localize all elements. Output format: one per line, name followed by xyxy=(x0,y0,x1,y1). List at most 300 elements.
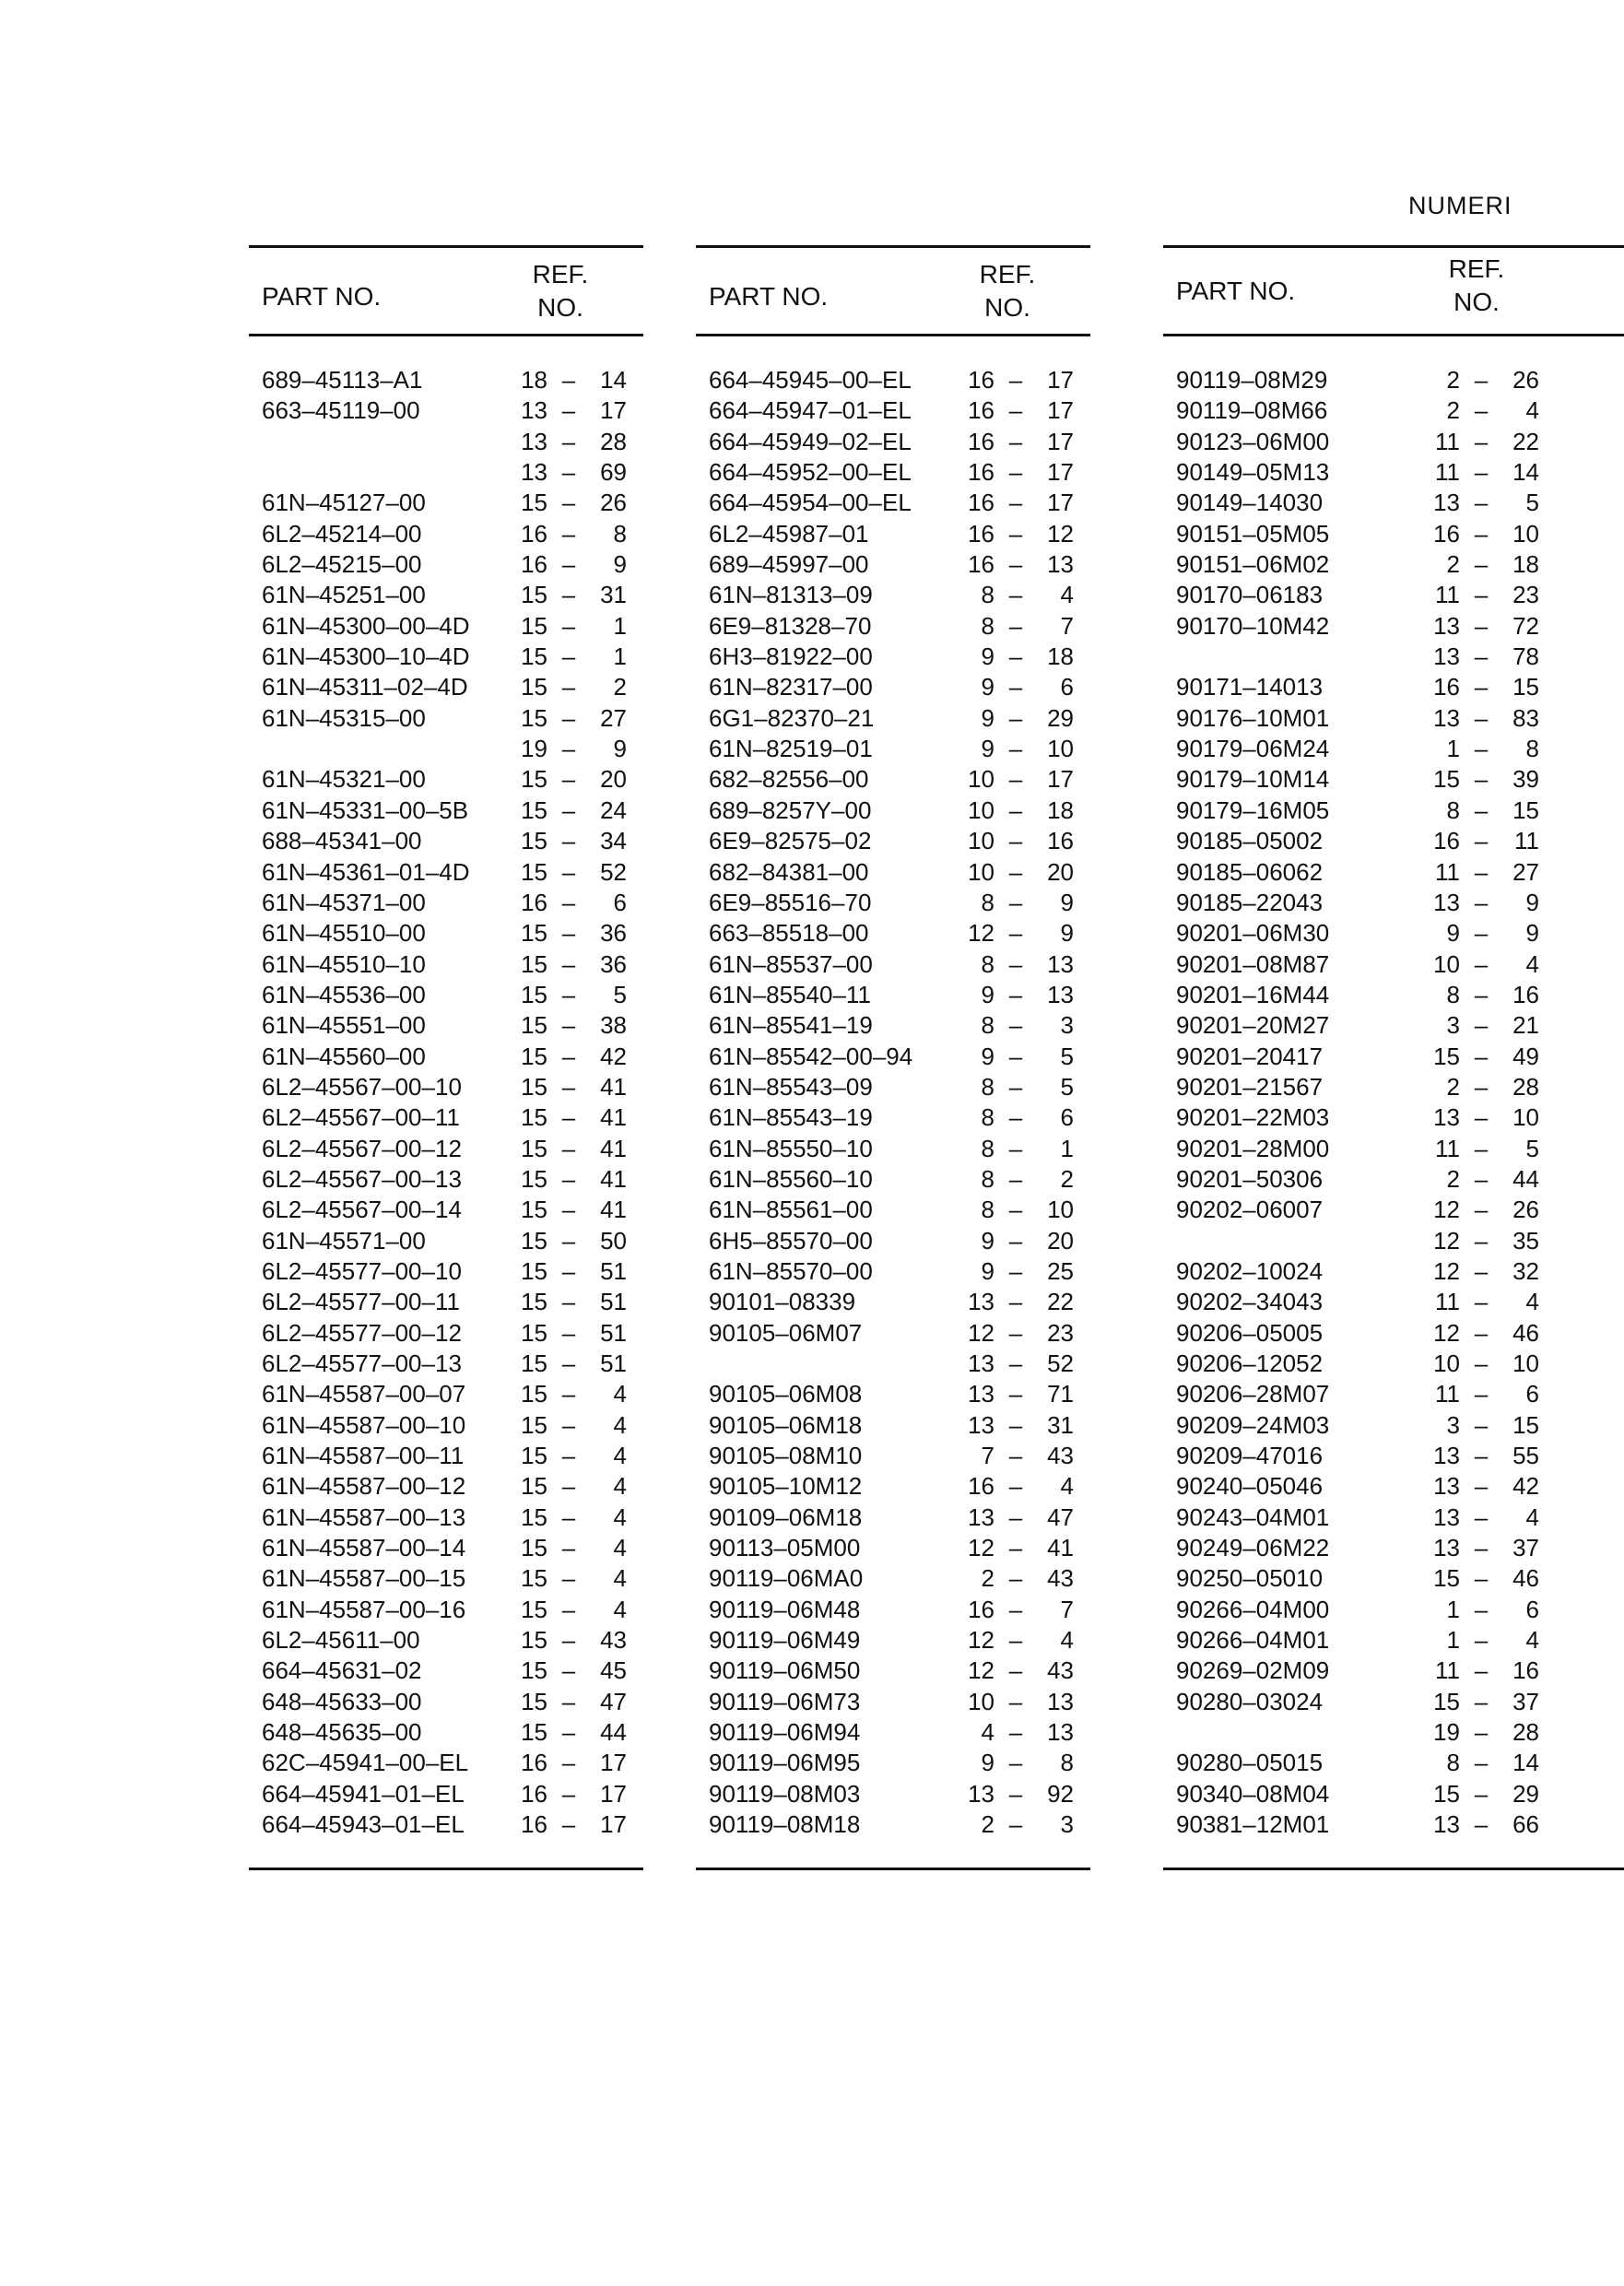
ref-index: 16 xyxy=(1512,1656,1539,1685)
ref-index: 31 xyxy=(1047,1410,1074,1439)
ref-number xyxy=(511,826,630,856)
ref-figure: 15 xyxy=(521,673,547,701)
ref-figure: 9 xyxy=(1446,919,1460,948)
ref-number xyxy=(511,1471,630,1502)
ref-header-line-2: NO. xyxy=(537,293,583,322)
ref-figure: 8 xyxy=(981,1011,994,1040)
ref-index: 4 xyxy=(613,1442,627,1470)
ref-number xyxy=(511,365,630,395)
ref-index: 4 xyxy=(613,1410,627,1439)
ref-number xyxy=(511,1042,630,1072)
ref-number xyxy=(511,427,630,457)
ref-figure: 13 xyxy=(521,458,547,487)
ref-index: 13 xyxy=(1047,949,1074,978)
ref-index: 78 xyxy=(1512,642,1539,671)
ref-number xyxy=(1423,1102,1543,1133)
ref-figure: 15 xyxy=(521,642,547,671)
ref-index: 17 xyxy=(600,396,627,425)
part-number: 61N–45587–00–11 xyxy=(262,1442,465,1470)
table-row xyxy=(1176,457,1624,488)
ref-index: 4 xyxy=(1525,1502,1539,1531)
ref-dash: – xyxy=(1008,888,1023,916)
ref-index: 5 xyxy=(1525,1134,1539,1162)
ref-figure: 15 xyxy=(1433,1687,1460,1715)
ref-figure: 15 xyxy=(521,1656,547,1685)
parts-column-2 xyxy=(696,245,1090,1870)
header-rule xyxy=(696,334,1090,336)
ref-dash: – xyxy=(1008,1226,1023,1255)
ref-index: 1 xyxy=(1060,1134,1074,1162)
table-row xyxy=(1176,395,1624,426)
ref-figure: 15 xyxy=(521,795,547,824)
ref-number xyxy=(958,1533,1077,1563)
part-number: 61N–45587–00–07 xyxy=(262,1380,466,1408)
ref-number xyxy=(958,1656,1077,1686)
part-number: 90209–24M03 xyxy=(1176,1410,1330,1439)
ref-figure: 15 xyxy=(521,980,547,1008)
part-number: 689–8257Y–00 xyxy=(709,795,872,824)
ref-figure: 1 xyxy=(1446,735,1460,763)
ref-number xyxy=(1423,1195,1543,1225)
ref-index: 22 xyxy=(1512,427,1539,455)
ref-number xyxy=(511,1226,630,1256)
ref-index: 10 xyxy=(1047,1196,1074,1224)
ref-dash: – xyxy=(1474,1564,1489,1593)
ref-index: 36 xyxy=(600,949,627,978)
ref-dash: – xyxy=(1008,427,1023,455)
ref-dash: – xyxy=(1474,1502,1489,1531)
ref-number xyxy=(511,1441,630,1471)
part-number: 6H3–81922–00 xyxy=(709,642,873,671)
ref-dash: – xyxy=(1008,1687,1023,1715)
table-row xyxy=(1176,888,1624,918)
ref-figure: 15 xyxy=(1433,765,1460,794)
table-row xyxy=(1176,427,1624,457)
part-number: 90381–12M01 xyxy=(1176,1810,1330,1839)
table-row xyxy=(262,365,643,395)
part-number: 689–45113–A1 xyxy=(262,366,423,394)
ref-dash: – xyxy=(1008,1472,1023,1501)
ref-number xyxy=(958,1748,1077,1778)
ref-index: 4 xyxy=(613,1595,627,1623)
ref-dash: – xyxy=(1008,857,1023,886)
ref-dash: – xyxy=(1474,1380,1489,1408)
table-row xyxy=(262,1042,643,1072)
table-row xyxy=(262,1748,643,1778)
table-row xyxy=(1176,1256,1624,1287)
ref-dash: – xyxy=(561,919,576,948)
table-row xyxy=(262,1563,643,1594)
ref-figure: 15 xyxy=(521,1564,547,1593)
ref-dash: – xyxy=(561,396,576,425)
table-row xyxy=(709,1164,1090,1195)
part-number: 90101–08339 xyxy=(709,1288,856,1316)
part-number: 90119–06M48 xyxy=(709,1595,861,1623)
part-number: 61N–45587–00–16 xyxy=(262,1595,466,1623)
ref-index: 41 xyxy=(600,1164,627,1193)
ref-number xyxy=(511,1625,630,1656)
part-number: 90201–20417 xyxy=(1176,1042,1324,1070)
ref-figure: 12 xyxy=(968,919,994,948)
ref-figure: 2 xyxy=(981,1810,994,1839)
ref-number xyxy=(1423,1563,1543,1594)
table-row xyxy=(1176,949,1624,980)
ref-figure: 9 xyxy=(981,703,994,732)
ref-dash: – xyxy=(561,1534,576,1562)
ref-dash: – xyxy=(561,611,576,640)
ref-figure: 15 xyxy=(521,489,547,517)
ref-figure: 2 xyxy=(981,1564,994,1593)
ref-no-header xyxy=(1430,253,1523,319)
ref-header-line-2: NO. xyxy=(1453,288,1500,316)
table-row xyxy=(709,1502,1090,1533)
ref-number xyxy=(958,857,1077,888)
ref-index: 15 xyxy=(1512,795,1539,824)
ref-index: 42 xyxy=(1512,1472,1539,1501)
ref-number xyxy=(511,1809,630,1840)
ref-dash: – xyxy=(1008,735,1023,763)
ref-index: 1 xyxy=(613,611,627,640)
table-row xyxy=(1176,1010,1624,1041)
ref-number xyxy=(958,395,1077,426)
table-row xyxy=(262,980,643,1010)
ref-number xyxy=(511,1164,630,1195)
ref-dash: – xyxy=(1008,1164,1023,1193)
part-number: 6L2–45567–00–14 xyxy=(262,1196,462,1224)
ref-index: 5 xyxy=(1060,1042,1074,1070)
ref-index: 9 xyxy=(1060,919,1074,948)
ref-number xyxy=(1423,1441,1543,1471)
ref-dash: – xyxy=(1474,1011,1489,1040)
part-number: 90240–05046 xyxy=(1176,1472,1324,1501)
part-number: 6L2–45577–00–12 xyxy=(262,1318,462,1347)
table-row xyxy=(1176,1687,1624,1717)
ref-figure: 9 xyxy=(981,1256,994,1285)
ref-dash: – xyxy=(561,1749,576,1777)
part-number: 61N–45587–00–14 xyxy=(262,1534,466,1562)
part-number: 664–45947–01–EL xyxy=(709,396,912,425)
table-row xyxy=(709,1318,1090,1349)
ref-figure: 15 xyxy=(1433,1564,1460,1593)
ref-figure: 15 xyxy=(521,1318,547,1347)
ref-index: 21 xyxy=(1512,1011,1539,1040)
table-row xyxy=(262,1656,643,1686)
table-row xyxy=(709,1256,1090,1287)
ref-dash: – xyxy=(1008,1564,1023,1593)
ref-figure: 8 xyxy=(981,1103,994,1132)
ref-number xyxy=(958,1072,1077,1102)
ref-dash: – xyxy=(561,1042,576,1070)
table-row xyxy=(709,1625,1090,1656)
part-number: 61N–45510–10 xyxy=(262,949,426,978)
ref-dash: – xyxy=(1474,765,1489,794)
part-number: 90123–06M00 xyxy=(1176,427,1330,455)
table-row xyxy=(709,734,1090,764)
page-heading: NUMERI xyxy=(1408,192,1512,219)
table-row xyxy=(262,457,643,488)
ref-index: 17 xyxy=(600,1779,627,1808)
ref-dash: – xyxy=(1008,1318,1023,1347)
table-row xyxy=(1176,642,1624,672)
ref-dash: – xyxy=(1474,1410,1489,1439)
ref-figure: 9 xyxy=(981,1226,994,1255)
part-number: 90266–04M01 xyxy=(1176,1626,1330,1655)
table-row xyxy=(1176,1502,1624,1533)
part-number: 61N–45560–00 xyxy=(262,1042,426,1070)
ref-dash: – xyxy=(1474,366,1489,394)
ref-index: 83 xyxy=(1512,703,1539,732)
ref-no-header xyxy=(961,258,1053,324)
ref-index: 16 xyxy=(1047,827,1074,855)
ref-index: 17 xyxy=(1047,427,1074,455)
ref-number xyxy=(511,1134,630,1164)
table-row xyxy=(262,1010,643,1041)
parts-list xyxy=(262,365,643,1841)
table-row xyxy=(262,672,643,702)
part-number: 90151–05M05 xyxy=(1176,519,1330,548)
ref-index: 9 xyxy=(1060,888,1074,916)
ref-number xyxy=(511,703,630,734)
ref-figure: 10 xyxy=(1433,949,1460,978)
table-row xyxy=(1176,1164,1624,1195)
table-row xyxy=(262,857,643,888)
part-number: 6L2–45987–01 xyxy=(709,519,869,548)
ref-index: 14 xyxy=(600,366,627,394)
ref-dash: – xyxy=(1474,1534,1489,1562)
ref-index: 34 xyxy=(600,827,627,855)
table-row xyxy=(1176,549,1624,580)
ref-dash: – xyxy=(1008,673,1023,701)
table-row xyxy=(1176,1195,1624,1225)
ref-number xyxy=(511,1748,630,1778)
part-number: 61N–45331–00–5B xyxy=(262,795,469,824)
ref-figure: 12 xyxy=(968,1534,994,1562)
ref-index: 92 xyxy=(1047,1779,1074,1808)
ref-figure: 15 xyxy=(521,611,547,640)
ref-figure: 15 xyxy=(521,1011,547,1040)
ref-figure: 9 xyxy=(981,980,994,1008)
table-row xyxy=(709,795,1090,826)
ref-dash: – xyxy=(561,1442,576,1470)
ref-number xyxy=(958,1779,1077,1809)
ref-number xyxy=(1423,795,1543,826)
ref-number xyxy=(958,703,1077,734)
ref-number xyxy=(511,1102,630,1133)
table-row xyxy=(709,1134,1090,1164)
ref-number xyxy=(1423,1379,1543,1409)
ref-figure: 2 xyxy=(1446,550,1460,579)
table-row xyxy=(262,1226,643,1256)
ref-index: 1 xyxy=(613,642,627,671)
ref-dash: – xyxy=(561,673,576,701)
part-number: 663–45119–00 xyxy=(262,396,420,425)
ref-dash: – xyxy=(1474,703,1489,732)
part-no-header: PART NO. xyxy=(1176,277,1296,305)
ref-dash: – xyxy=(1008,1042,1023,1070)
ref-number xyxy=(958,764,1077,795)
ref-index: 28 xyxy=(1512,1718,1539,1747)
ref-index: 6 xyxy=(613,888,627,916)
ref-figure: 15 xyxy=(521,1502,547,1531)
table-row xyxy=(1176,826,1624,856)
part-number: 6L2–45567–00–12 xyxy=(262,1134,462,1162)
part-number: 61N–85537–00 xyxy=(709,949,873,978)
table-row xyxy=(709,1072,1090,1102)
ref-dash: – xyxy=(1008,1288,1023,1316)
part-number: 90109–06M18 xyxy=(709,1502,863,1531)
table-row xyxy=(709,888,1090,918)
ref-number xyxy=(511,1010,630,1041)
part-number: 664–45943–01–EL xyxy=(262,1810,465,1839)
ref-index: 41 xyxy=(1047,1534,1074,1562)
ref-dash: – xyxy=(561,765,576,794)
ref-figure: 13 xyxy=(968,1410,994,1439)
ref-number xyxy=(1423,1410,1543,1441)
ref-number xyxy=(511,795,630,826)
ref-dash: – xyxy=(1008,519,1023,548)
ref-index: 46 xyxy=(1512,1564,1539,1593)
table-row xyxy=(709,611,1090,642)
table-row xyxy=(1176,795,1624,826)
ref-number xyxy=(1423,1471,1543,1502)
ref-dash: – xyxy=(561,427,576,455)
ref-dash: – xyxy=(1008,1349,1023,1377)
ref-index: 51 xyxy=(600,1349,627,1377)
part-number: 90179–10M14 xyxy=(1176,765,1330,794)
table-row xyxy=(1176,1379,1624,1409)
table-row xyxy=(1176,1779,1624,1809)
parts-column-1 xyxy=(249,245,643,1870)
ref-figure: 13 xyxy=(968,1779,994,1808)
ref-index: 7 xyxy=(1060,1595,1074,1623)
part-number: 61N–81313–09 xyxy=(709,581,873,609)
table-row xyxy=(1176,1656,1624,1686)
ref-figure: 13 xyxy=(1433,1502,1460,1531)
ref-dash: – xyxy=(1008,1718,1023,1747)
ref-dash: – xyxy=(561,703,576,732)
ref-index: 11 xyxy=(1514,827,1539,855)
ref-figure: 16 xyxy=(968,1472,994,1501)
ref-number xyxy=(511,1779,630,1809)
ref-figure: 1 xyxy=(1446,1595,1460,1623)
part-number: 90113–05M00 xyxy=(709,1534,861,1562)
ref-dash: – xyxy=(1008,366,1023,394)
ref-figure: 16 xyxy=(968,519,994,548)
part-number: 6L2–45577–00–11 xyxy=(262,1288,460,1316)
part-no-header: PART NO. xyxy=(709,282,829,311)
ref-figure: 13 xyxy=(1433,1534,1460,1562)
ref-dash: – xyxy=(1474,1749,1489,1777)
ref-number xyxy=(511,549,630,580)
part-number: 61N–45510–00 xyxy=(262,919,426,948)
ref-number xyxy=(511,1687,630,1717)
part-number: 688–45341–00 xyxy=(262,827,422,855)
ref-number xyxy=(1423,1287,1543,1317)
part-number: 648–45633–00 xyxy=(262,1687,422,1715)
ref-dash: – xyxy=(1474,427,1489,455)
ref-dash: – xyxy=(1474,642,1489,671)
ref-figure: 15 xyxy=(521,1626,547,1655)
ref-number xyxy=(958,1809,1077,1840)
ref-number xyxy=(958,1595,1077,1625)
ref-index: 32 xyxy=(1512,1256,1539,1285)
ref-number xyxy=(511,1379,630,1409)
ref-number xyxy=(958,1625,1077,1656)
table-row xyxy=(262,1809,643,1840)
ref-number xyxy=(1423,734,1543,764)
ref-dash: – xyxy=(1474,735,1489,763)
ref-index: 52 xyxy=(600,857,627,886)
table-row xyxy=(1176,1533,1624,1563)
ref-index: 6 xyxy=(1525,1595,1539,1623)
ref-number xyxy=(1423,427,1543,457)
ref-figure: 9 xyxy=(981,642,994,671)
ref-dash: – xyxy=(1474,827,1489,855)
ref-dash: – xyxy=(1474,1718,1489,1747)
ref-index: 4 xyxy=(1525,1626,1539,1655)
ref-index: 51 xyxy=(600,1256,627,1285)
ref-figure: 11 xyxy=(1435,427,1460,455)
ref-index: 38 xyxy=(600,1011,627,1040)
ref-figure: 15 xyxy=(521,1380,547,1408)
part-number: 61N–45587–00–12 xyxy=(262,1472,466,1501)
ref-figure: 13 xyxy=(968,1380,994,1408)
part-number: 90176–10M01 xyxy=(1176,703,1330,732)
ref-index: 43 xyxy=(1047,1442,1074,1470)
part-number: 6L2–45567–00–13 xyxy=(262,1164,462,1193)
ref-index: 17 xyxy=(1047,489,1074,517)
ref-figure: 2 xyxy=(1446,1164,1460,1193)
ref-figure: 11 xyxy=(1435,1288,1460,1316)
ref-header-line-1: REF. xyxy=(979,260,1036,289)
table-row xyxy=(1176,1072,1624,1102)
table-row xyxy=(709,1563,1090,1594)
part-number: 6L2–45611–00 xyxy=(262,1626,420,1655)
part-number: 61N–82317–00 xyxy=(709,673,873,701)
ref-dash: – xyxy=(1008,1656,1023,1685)
ref-figure: 11 xyxy=(1435,1134,1460,1162)
ref-index: 44 xyxy=(600,1718,627,1747)
ref-dash: – xyxy=(561,1810,576,1839)
ref-number xyxy=(958,734,1077,764)
ref-number xyxy=(1423,1072,1543,1102)
table-row xyxy=(262,642,643,672)
table-row xyxy=(709,1042,1090,1072)
table-row xyxy=(262,611,643,642)
ref-index: 4 xyxy=(613,1380,627,1408)
table-row xyxy=(709,1226,1090,1256)
part-number: 61N–85550–10 xyxy=(709,1134,873,1162)
part-number: 61N–45127–00 xyxy=(262,489,426,517)
ref-index: 41 xyxy=(600,1134,627,1162)
ref-figure: 10 xyxy=(968,827,994,855)
ref-index: 35 xyxy=(1512,1226,1539,1255)
part-number: 90119–08M03 xyxy=(709,1779,861,1808)
table-row xyxy=(262,1471,643,1502)
ref-dash: – xyxy=(1474,1288,1489,1316)
part-no-header: PART NO. xyxy=(262,282,382,311)
ref-index: 72 xyxy=(1512,611,1539,640)
part-number: 61N–85561–00 xyxy=(709,1196,873,1224)
part-number: 90201–06M30 xyxy=(1176,919,1330,948)
ref-number xyxy=(511,672,630,702)
ref-number xyxy=(1423,395,1543,426)
ref-number xyxy=(1423,1656,1543,1686)
ref-index: 26 xyxy=(1512,1196,1539,1224)
table-row xyxy=(1176,1471,1624,1502)
ref-figure: 12 xyxy=(968,1318,994,1347)
bottom-rule xyxy=(696,1868,1090,1870)
